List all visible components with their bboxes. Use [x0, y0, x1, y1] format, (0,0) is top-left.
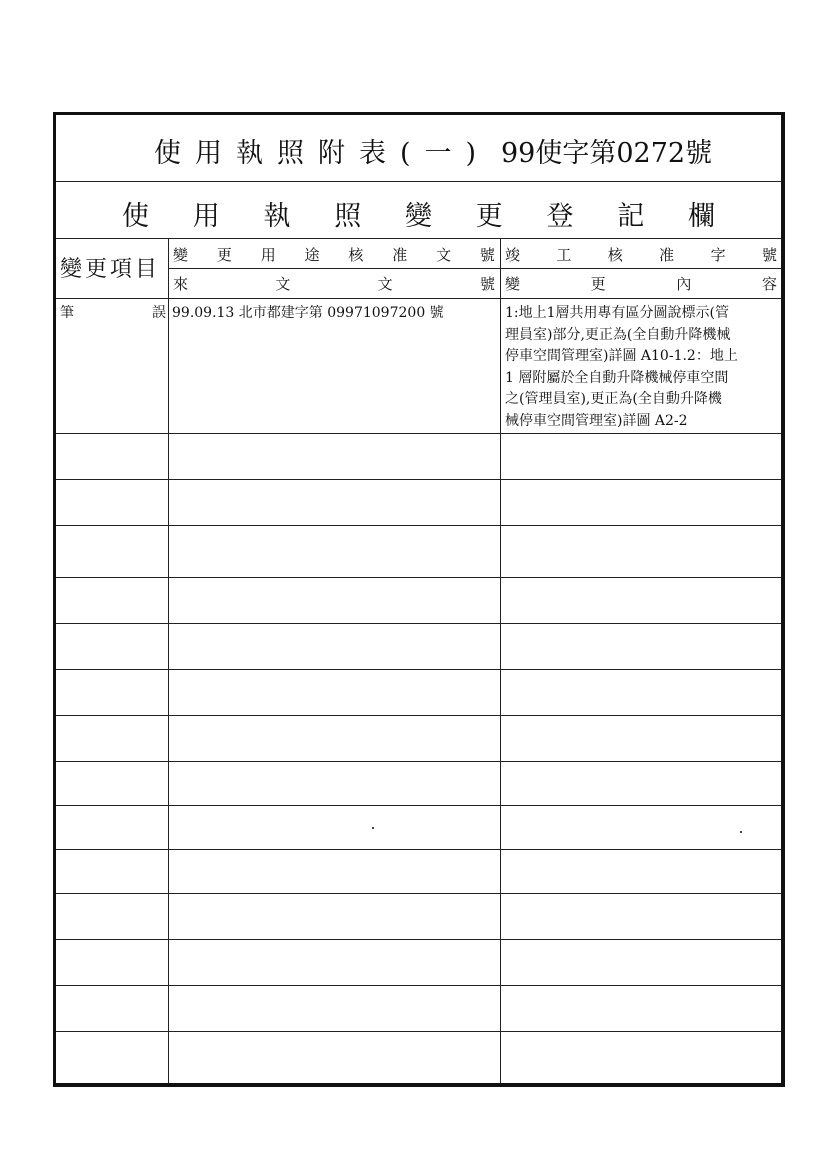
scan-speck — [740, 831, 742, 833]
change-use-approval-header: 變 更 用 途 核 准 文 號 — [173, 246, 495, 264]
change-item-header: 變更項目 — [60, 257, 161, 282]
incoming-doc-header: 來 文 文 號 — [173, 275, 495, 293]
change-content-header: 變 更 內 容 — [505, 275, 777, 293]
permit-number: 99使字第0272號 — [501, 138, 713, 169]
change-item-cell: 筆 — [60, 305, 74, 321]
header-row — [56, 238, 781, 299]
form-frame: 使用執照附表(一) 99使字第0272號 使 用 執 照 變 更 登 記 欄 變更項目 變 更 用 途 核 准 文 號 來 文 文 號 竣 工 核 准 字 號 變 更 內 容 筆 誤 99.09.13 北市都建字第 09971097200 號 1:地上1層共用專有區分圖說標示(管 理員室)部分,更正為(全自動升降機械 停車空間管理室)詳圖 A10-1.2：地上 1 層附屬於全自動升降機械停車空間 之(管理員室),更正為(全自動升降機 械停車空間管理室)詳圖 A2-2 — [53, 112, 785, 1087]
scan-speck — [372, 827, 374, 829]
section-title: 使 用 執 照 變 更 登 記 欄 — [122, 201, 715, 232]
change-content-cell: 1:地上1層共用專有區分圖說標示(管 理員室)部分,更正為(全自動升降機械 停車空間管理室)詳圖 A10-1.2：地上 1 層附屬於全自動升降機械停車空間 之(管理員室),更正為(全自動升降機 械停車空間管理室)詳圖 A2-2 — [505, 305, 738, 429]
title-row — [56, 115, 781, 182]
column-divider-1 — [168, 298, 169, 1083]
column-divider-2 — [500, 298, 501, 1083]
completion-approval-header: 竣 工 核 准 字 號 — [505, 246, 777, 264]
form-title: 使用執照附表(一) — [154, 138, 491, 169]
document-number-cell: 99.09.13 北市都建字第 09971097200 號 — [172, 305, 444, 321]
subtitle-row — [56, 181, 781, 239]
